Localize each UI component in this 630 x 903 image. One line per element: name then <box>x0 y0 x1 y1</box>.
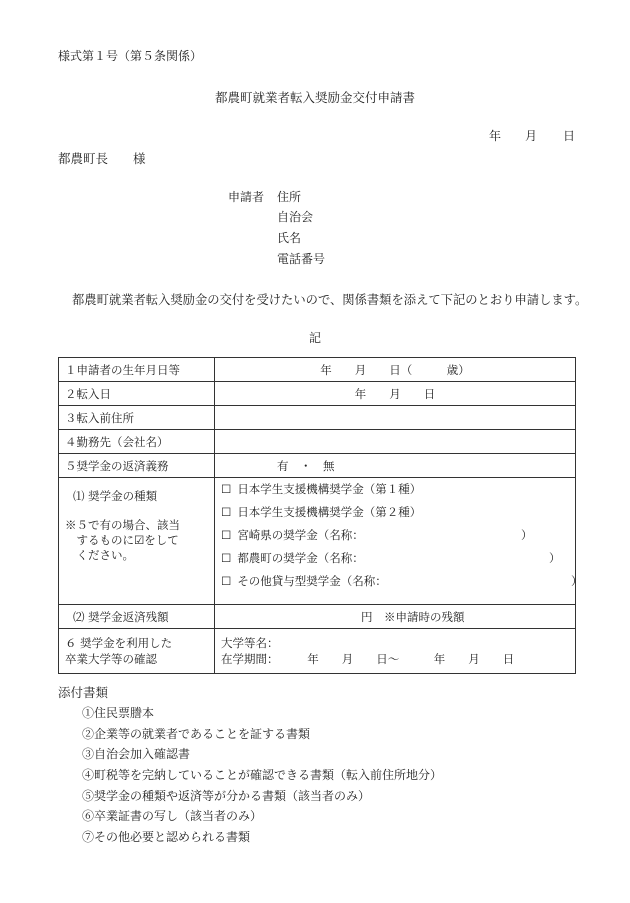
scholarship-option-miyazaki[interactable] <box>221 524 569 547</box>
label-line: ６ 奨学金を利用した <box>65 636 173 650</box>
attachment-item: ⑦その他必要と認められる書類 <box>82 830 251 844</box>
scholarship-option-jasso-2[interactable] <box>221 501 569 524</box>
note-line: するものに☑をして <box>65 533 179 547</box>
table-row <box>59 478 576 605</box>
school-name-label: 大学等名： <box>221 636 279 650</box>
applicant-phone: 電話番号 <box>277 252 326 266</box>
ki-heading: 記 <box>308 331 321 345</box>
repayment-obligation-label: ５奨学金の返済義務 <box>59 454 215 478</box>
option-close-paren: ） <box>571 574 583 588</box>
checkbox-icon[interactable]: ☐ <box>221 528 232 542</box>
scholarship-option-jasso-1[interactable] <box>221 478 569 501</box>
attachment-item: ④町税等を完納していることが確認できる書類（転入前住所地分） <box>82 768 443 782</box>
year-label: 年 <box>489 129 502 143</box>
table-row <box>59 605 576 629</box>
option-close-paren: ） <box>521 528 533 542</box>
table-row <box>59 358 576 382</box>
attachment-item: ③自治会加入確認書 <box>82 747 191 761</box>
repayment-obligation-value: 有 ・ 無 <box>277 458 335 473</box>
note-line: ください。 <box>65 548 134 562</box>
employer-label: ４勤務先（会社名） <box>59 430 215 454</box>
scholarship-type-note <box>65 518 208 563</box>
remaining-balance-value: 円 ※申請時の残額 <box>361 609 465 624</box>
move-in-date-field[interactable]: 年 月 日 <box>215 382 576 406</box>
addressee: 都農町長 様 <box>58 151 146 166</box>
scholarship-type-cell <box>59 478 215 605</box>
scholarship-option-tsuno[interactable] <box>221 547 569 570</box>
scholarship-options <box>215 478 583 605</box>
repayment-obligation-field[interactable] <box>215 454 576 478</box>
remaining-balance-label-text: ⑵ 奨学金返済残額 <box>73 609 169 624</box>
remaining-balance-label <box>59 605 215 629</box>
attachment-item: ①住民票謄本 <box>82 706 155 720</box>
option-label: 日本学生支援機構奨学金（第１種） <box>237 482 422 496</box>
option-label: 都農町の奨学金（名称： <box>237 551 364 565</box>
scholarship-option-other[interactable] <box>221 570 583 593</box>
checkbox-icon[interactable]: ☐ <box>221 574 232 588</box>
previous-address-label: ３転入前住所 <box>59 406 215 430</box>
checkbox-icon[interactable]: ☐ <box>221 551 232 565</box>
enrollment-period-label: 在学期間： 年 月 日～ 年 月 日 <box>221 652 515 666</box>
option-close-paren: ） <box>549 551 561 565</box>
graduated-school-label <box>59 629 215 674</box>
scholarship-type-label: ⑴ 奨学金の種類 <box>73 489 158 503</box>
attachment-item: ⑥卒業証書の写し（該当者のみ） <box>82 809 263 823</box>
applicant-address: 住所 <box>277 190 302 204</box>
option-label: 宮崎県の奨学金（名称： <box>237 528 364 542</box>
applicant-label: 申請者 <box>228 190 265 204</box>
checkbox-icon[interactable]: ☐ <box>221 482 232 496</box>
employer-field[interactable] <box>215 430 576 454</box>
attachments-title: 添付書類 <box>58 685 109 700</box>
applicant-community: 自治会 <box>277 210 314 224</box>
table-row <box>59 382 576 406</box>
birthdate-label: １申請者の生年月日等 <box>59 358 215 382</box>
form-number: 様式第１号（第５条関係） <box>58 49 203 63</box>
table-row <box>59 629 576 674</box>
option-label: その他貸与型奨学金（名称： <box>237 574 387 588</box>
application-statement: 都農町就業者転入奨励金の交付を受けたいので、関係書類を添えて下記のとおり申請します。 <box>72 293 588 307</box>
attachment-item: ⑤奨学金の種類や返済等が分かる書類（該当者のみ） <box>82 789 371 803</box>
day-label: 日 <box>563 129 576 143</box>
previous-address-field[interactable] <box>215 406 576 430</box>
option-label: 日本学生支援機構奨学金（第２種） <box>237 505 422 519</box>
month-label: 月 <box>525 129 538 143</box>
table-row <box>59 406 576 430</box>
application-table <box>58 357 583 674</box>
checkbox-icon[interactable]: ☐ <box>221 505 232 519</box>
table-row <box>59 454 576 478</box>
document-title: 都農町就業者転入奨励金交付申請書 <box>214 90 415 105</box>
table-row <box>59 430 576 454</box>
label-line: 卒業大学等の確認 <box>65 652 157 666</box>
birthdate-field[interactable]: 年 月 日（ 歳） <box>215 358 576 382</box>
applicant-name: 氏名 <box>277 231 302 245</box>
note-line: ※５で有の場合、該当 <box>65 518 180 532</box>
remaining-balance-field[interactable] <box>215 605 576 629</box>
move-in-date-label: ２転入日 <box>59 382 215 406</box>
graduated-school-field[interactable] <box>215 629 576 674</box>
attachment-item: ②企業等の就業者であることを証する書類 <box>82 727 311 741</box>
